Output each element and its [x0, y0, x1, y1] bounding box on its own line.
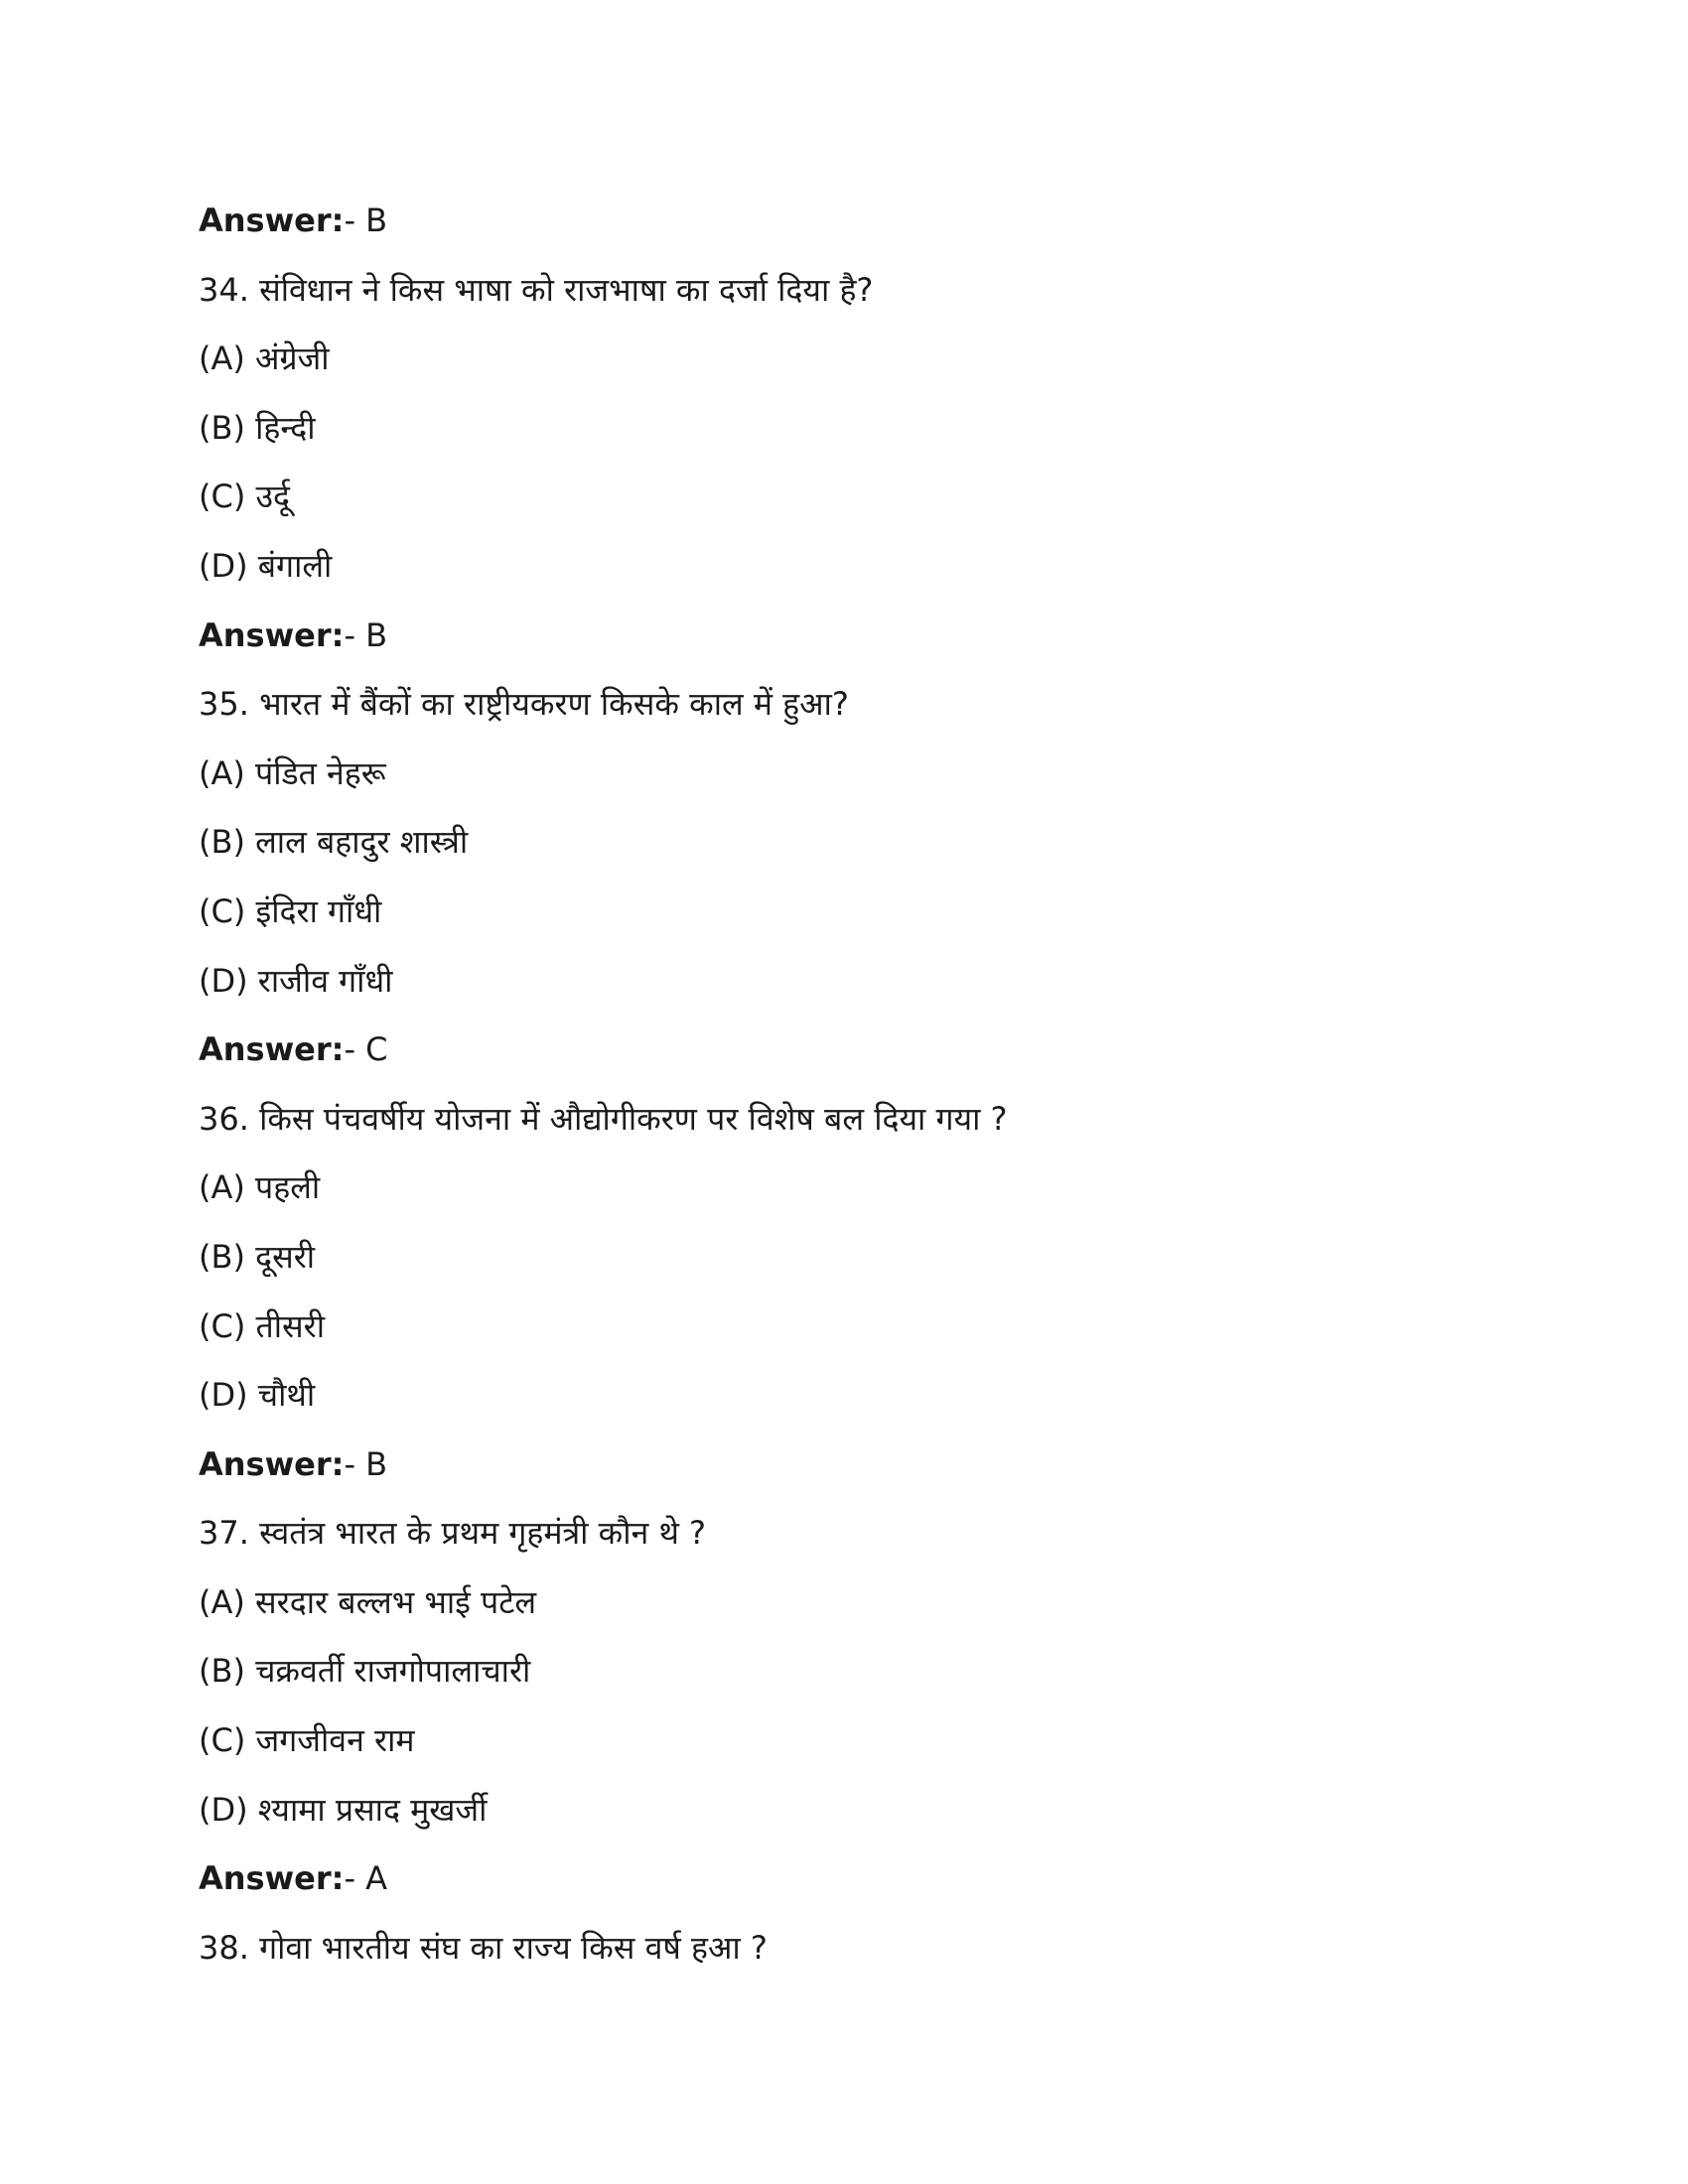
answer-line	[199, 195, 1589, 264]
question-text: 38. गोवा भारतीय संघ का राज्य किस वर्ष हआ ?	[199, 1928, 768, 1967]
option-text: (A) सरदार बल्लभ भाई पटेल	[199, 1582, 537, 1621]
option-text: (B) लाल बहादुर शास्त्री	[199, 823, 469, 862]
answer-label: Answer:	[199, 1859, 345, 1898]
answer-label: Answer:	[199, 202, 345, 239]
answer-line	[199, 1024, 1589, 1093]
option-text: (B) दूसरी	[199, 1237, 316, 1276]
option-text: (D) बंगाली	[199, 546, 333, 585]
answer-value: - B	[344, 202, 388, 239]
answer-line	[199, 1438, 1589, 1508]
option-text: (D) श्यामा प्रसाद मुखर्जी	[199, 1790, 488, 1829]
question-text: 35. भारत में बैंकों का राष्ट्रीयकरण किसके काल में हुआ?	[199, 685, 849, 724]
answer-value: - B	[344, 1444, 388, 1483]
option-text: (A) अंग्रेजी	[199, 340, 330, 378]
option-text: (A) पहली	[199, 1168, 321, 1207]
option-text: (C) इंदिरा गाँधी	[199, 891, 382, 930]
answer-line	[199, 610, 1589, 679]
question-text: 37. स्वतंत्र भारत के प्रथम गृहमंत्री कौन थे ?	[199, 1514, 707, 1553]
option-text: (B) हिन्दी	[199, 408, 316, 447]
answer-label: Answer:	[199, 615, 345, 654]
question-text: 36. किस पंचवर्षीय योजना में औद्योगीकरण पर विशेष बल दिया गया ?	[199, 1099, 1008, 1138]
option-text: (C) जगजीवन राम	[199, 1721, 415, 1760]
answer-value: - A	[344, 1859, 388, 1898]
option-text: (C) तीसरी	[199, 1306, 326, 1345]
answer-line	[199, 1852, 1589, 1922]
option-text: (D) राजीव गाँधी	[199, 961, 393, 1000]
option-text: (D) चौथी	[199, 1376, 316, 1415]
answer-label: Answer:	[199, 1444, 345, 1483]
answer-label: Answer:	[199, 1030, 345, 1069]
option-text: (B) चक्रवर्ती राजगोपालाचारी	[199, 1652, 531, 1691]
answer-value: - C	[344, 1030, 388, 1069]
option-text: (A) पंडित नेहरू	[199, 753, 386, 792]
question-text: 34. संविधान ने किस भाषा को राजभाषा का दर्जा दिया है?	[199, 270, 874, 309]
answer-value: - B	[344, 615, 388, 654]
quiz-page	[199, 195, 1589, 1990]
option-text: (C) उर्दू	[199, 478, 291, 516]
